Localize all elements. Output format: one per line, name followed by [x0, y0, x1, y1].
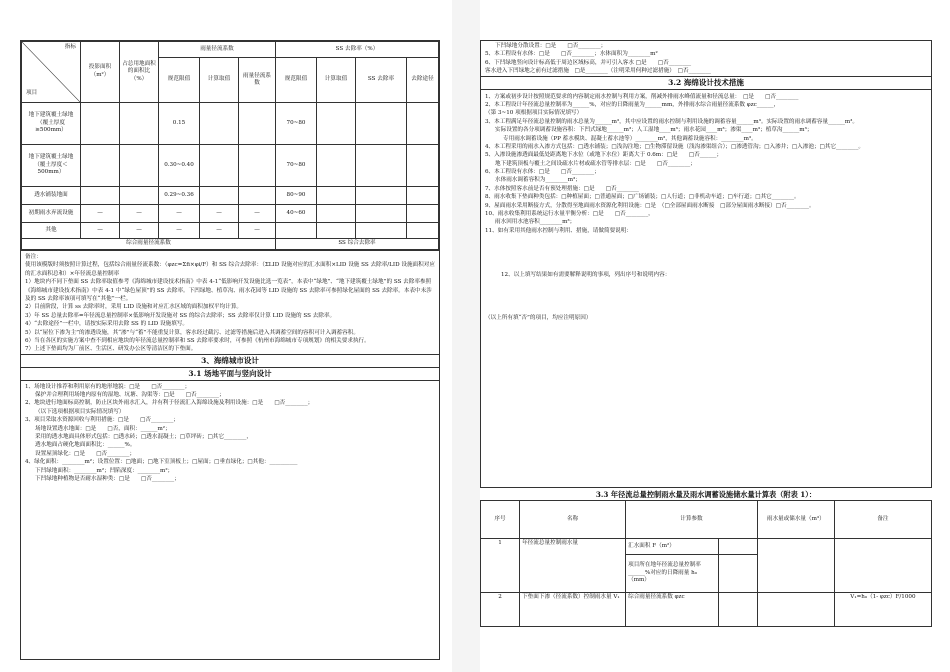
table-row	[481, 593, 932, 627]
sub-ss-rate-header: SS 去除率	[356, 58, 407, 103]
table-row	[22, 103, 439, 145]
table-row	[22, 187, 439, 205]
notes-and-section3-frame	[20, 250, 440, 660]
row-ss-calc[interactable]	[317, 145, 356, 187]
h-note: 备注	[834, 501, 931, 539]
table-row	[22, 145, 439, 187]
row-param: 汇水面积 F（m²）	[626, 539, 719, 555]
note-line: 3）年 SS 总量去除率=年径流总量控制率×低影响开发设施对 SS 的综合去除率；SS 去除率仅计算 LID 设施的 SS 去除率。	[25, 312, 336, 319]
row-ss-rate[interactable]	[356, 145, 407, 187]
form-item[interactable]: 透水地面占硬化地面面积比：______%。	[35, 442, 136, 449]
form-item[interactable]: 4、本工程采用的雨水入渗方式包括：□透水铺装；□浅沟注地；□生物滞留设施（浅沟渗渠组合）；□渗透管沟；□入渗井；□入渗池；□其它________。	[485, 143, 864, 150]
note-line: 6）当在各区的实施方案中查不到相应地块的年径流总量控制率和 SS 去除率要求时，可参照《杭州市海绵城市专项规划》的相关要求执行。	[25, 337, 370, 344]
form-item[interactable]: 水体雨水调蓄容积为________m³；	[495, 177, 581, 184]
form-item[interactable]: 3、项目采取水资源回收与利用措施：□是 □否________；	[25, 417, 179, 424]
footer-ss-label: SS 综合去除率	[276, 239, 439, 250]
row-ss-path[interactable]	[407, 223, 439, 239]
note-line: 1）地块内不同下垫面 SS 去除率取值参考《海绵城市建设技术指南》中表 4-1“低影响开发设施比选一览表”，本表中“绿地”、“地下建筑覆土绿地”的 SS 去除率参照《海绵城市建设技术指南》中表 4-1 中“绿色屋顶”的 SS 去除率。下凹绿地、植草沟、雨水花园等 LID 设施的 SS 去除率可参照绿化屋面的 SS 去除率。本表中未涉及的 SS 去除率该项可填写在“其他”一栏。	[25, 279, 432, 302]
row-param: 项目所在地年径流总量控制率______%对应的日降雨量 h₀（mm）	[626, 555, 719, 593]
sub-calc-header: 计算取值	[200, 58, 239, 103]
row-area[interactable]	[81, 103, 120, 145]
form-item[interactable]: 雨水回用水池容积________m³；	[495, 219, 576, 226]
row-calc[interactable]	[200, 103, 239, 145]
row-param-value[interactable]	[718, 555, 757, 593]
corner-bottom-label: 项目	[26, 90, 38, 97]
form-item[interactable]: 5、本工程设有水体：□是 □否________；水体面积为________m²	[485, 51, 658, 58]
form-item[interactable]: 10、雨水收集利用系统运行水量平衡分析：□是 □否________，	[485, 211, 654, 218]
row-norm: 0.30~0.40	[159, 145, 200, 187]
row-ss-rate[interactable]	[356, 205, 407, 223]
row-calc[interactable]	[200, 187, 239, 205]
form-item[interactable]: 6、下凹绿地竖向设计标高低于周边区域标高，并可引入客水 □是 □否________	[485, 59, 692, 66]
form-item: 11、如有采用其他雨水控制与利用、措施，请做简要说明：	[485, 227, 632, 234]
form-item[interactable]: 设置屋顶绿化：□是 □否________；	[35, 450, 136, 457]
form-item[interactable]: 客水进入下凹绿地之前有过滤措施 □是________（注明采用何种过滤措施） □否________	[485, 68, 711, 75]
row-name: 地下建筑覆土绿地（覆土厚度≥500mm）	[22, 103, 81, 145]
row-ss-calc[interactable]	[317, 187, 356, 205]
row-ss-calc[interactable]	[317, 205, 356, 223]
row-ss-path[interactable]	[407, 205, 439, 223]
note-line: 2）目前阶段，计算 ss 去除率时，采用 LID 设施和对应汇水区域的面积加权平均计算。	[25, 304, 243, 311]
form-item: （第 3~10 项根据项目实际情况填写）	[485, 110, 583, 117]
row-ss-rate[interactable]	[356, 103, 407, 145]
row-ss-norm: 40~60	[276, 205, 317, 223]
footer-runoff-label: 综合雨量径流系数	[22, 239, 276, 250]
row-ss-norm: 70~80	[276, 145, 317, 187]
row-ratio: —	[120, 205, 159, 223]
row-norm: —	[159, 223, 200, 239]
row-ss-calc[interactable]	[317, 223, 356, 239]
left-page	[0, 0, 452, 672]
row-area[interactable]	[81, 145, 120, 187]
calc-table-frame	[480, 500, 932, 660]
row-volume[interactable]	[757, 539, 834, 593]
group-ss-header: SS 去除率（%）	[276, 42, 439, 58]
form-item: （以上所有填“否”的项目，均应注明原因）	[485, 314, 592, 321]
row-norm: 0.15	[159, 103, 200, 145]
form-item[interactable]: 2、地块进行地面标高控制，防止区块外雨水汇入，并有利于径流汇入海绵设施及利用设施：□是 □否________；	[25, 400, 314, 407]
section-3-1-items	[21, 381, 439, 484]
table-row	[22, 205, 439, 223]
row-ratio: —	[120, 223, 159, 239]
h-name: 名称	[520, 501, 626, 539]
table-row	[22, 223, 439, 239]
row-ss-calc[interactable]	[317, 103, 356, 145]
row-area: —	[81, 205, 120, 223]
item-12-answer-area[interactable]	[481, 280, 931, 314]
corner-top-label: 指标	[64, 44, 76, 50]
row-note	[834, 539, 931, 593]
row-ss-norm[interactable]	[276, 223, 317, 239]
sub-ss-calc-header: 计算取值	[317, 58, 356, 103]
notes-block	[21, 251, 439, 354]
row-name: 地下建筑覆土绿地（覆土厚度＜500mm）	[22, 145, 81, 187]
row-calc: —	[200, 205, 239, 223]
page-gutter	[452, 0, 480, 672]
row-param-value[interactable]	[718, 539, 757, 555]
row-ratio[interactable]	[120, 145, 159, 187]
row-ss-norm: 70~80	[276, 103, 317, 145]
form-item[interactable]: 5、入渗设施渗透面最低处距离地下水位（或地下水位）距离大于 0.6m：□是 □否______；	[485, 152, 723, 159]
row-ss-path[interactable]	[407, 103, 439, 145]
form-item[interactable]: 4、绿化面积：________m²；设置位置：□地面；□地下室顶板上；□屋面；□垂直绿化；□其他：__________	[25, 459, 298, 466]
form-item: （以下选项根据项目实际情况填写）	[35, 408, 125, 415]
col-area-header: 投影面积（m²）	[81, 42, 120, 103]
row-ss-rate[interactable]	[356, 187, 407, 205]
row-ss-path[interactable]	[407, 187, 439, 205]
note-line: 备注：	[25, 254, 42, 260]
row-note: V₁=h₀（1- φzc）F/1000	[834, 593, 931, 627]
note-line: 使用该模版时须按照计算过程，包括综合雨量径流系数：（φzc=Σfi×φi/F）和 SS 综合去除率：（ΣLID 设施对应的汇水面积×LID 设施 SS 去除率/LID 设施面积对应的汇水面积总和）×年径流总量控制率	[25, 262, 435, 277]
form-item[interactable]: 9、屋面雨水采用断接方式，分散得至地面雨水资源化利用设施：□是 （□全部屋面雨水断接 □部分屋面雨水断接）□否________。	[485, 202, 815, 209]
row-param-value[interactable]	[718, 593, 757, 627]
col-ratio-header: 占总用地面积的面积比（%）	[120, 42, 159, 103]
row-area: —	[81, 223, 120, 239]
group-runoff-header: 雨量径流系数	[159, 42, 276, 58]
section-3-2-title: 3.2 海绵设计技术措施	[481, 76, 931, 90]
row-ss-rate[interactable]	[356, 223, 407, 239]
row-weighted[interactable]	[239, 145, 276, 187]
row-calc: —	[200, 223, 239, 239]
form-item[interactable]: 1、方案或初步设计按照规范要求的内容制定雨水控制与利用方案，削减外排雨水峰值流量和径流总量： □是 □否________	[485, 93, 799, 100]
table-row	[481, 539, 932, 555]
form-item[interactable]: 实际设置的各分项调蓄设施容积：下凹式绿地______m³；人工湿地____m³；雨水花园____m³；渗渠____m³；植草沟______m³；	[495, 127, 813, 134]
row-ratio[interactable]	[120, 103, 159, 145]
row-ratio[interactable]	[120, 187, 159, 205]
form-item[interactable]: 采用的透水地面具体形式包括：□透水砖；□透水混凝土；□草坪砖；□其它________，	[35, 434, 252, 441]
calc-table	[480, 500, 932, 627]
note-line: 7）上述下垫面均为厂前区、生活区、研发办公区等清洁区的下垫面。	[25, 346, 197, 353]
section-3-3-title: 3.3 年径流总量控制雨水量及雨水调蓄设施储水量计算表（附表 1）：	[595, 490, 817, 499]
row-ss-norm: 80~90	[276, 187, 317, 205]
form-item[interactable]: 下凹绿地面积：________m²；凹陷深度：________m²；	[35, 467, 174, 474]
row-ss-path[interactable]	[407, 145, 439, 187]
right-page	[480, 0, 940, 672]
sub-ss-path-header: 去除途径	[407, 58, 439, 103]
form-item[interactable]: 地下建筑顶板与覆土之间设疏水片材或疏水管等排水层：□是 □否________；	[495, 160, 696, 167]
row-weighted: —	[239, 205, 276, 223]
row-weighted[interactable]	[239, 187, 276, 205]
section-3-title: 3、海绵城市设计	[21, 354, 439, 367]
row-norm: —	[159, 205, 200, 223]
row-weighted[interactable]	[239, 103, 276, 145]
table-footer-row	[22, 239, 439, 250]
row-name: 下垫面下渗（径流系数）控制雨水量 V₁	[520, 593, 626, 627]
section-3-2-items	[481, 90, 931, 322]
form-item: 12、以上填写结果如有需要解释说明的事项，列出序号和说明内容：	[501, 272, 671, 279]
form-item[interactable]: 7、水体按照客水前是否有预处理措施：□是 □否________	[485, 185, 639, 192]
form-item[interactable]: 8、雨水收集下垫面种类包括：□种植屋面；□普通屋面；□广场铺装；□人行道；□非机动车道；□车行道；□其它________。	[485, 194, 800, 201]
sub-norm-header: 规范限值	[159, 58, 200, 103]
row-area[interactable]	[81, 187, 120, 205]
sub-ss-norm-header: 规范限值	[276, 58, 317, 103]
form-item[interactable]: 3、本工程满足年径流总量控制的雨水总量为______m³，其中应设置的雨水控制与利用设施的调蓄容量______m³。实际设置的雨水调蓄容量______m³。	[485, 118, 859, 125]
h-no: 序号	[481, 501, 520, 539]
form-item[interactable]: 下凹绿地分散设置：□是 □否________；	[495, 43, 607, 49]
h-volume: 雨水量或储水量（m³）	[757, 501, 834, 539]
form-item[interactable]: 专用雨水调蓄设施（PP 蓄水模块、混凝土蓄水池等）________m³，其他调蓄设施容积：________m³。	[503, 135, 757, 142]
row-name: 透水铺装地面	[22, 187, 81, 205]
row-name: 年径流总量控制雨水量	[520, 539, 626, 593]
form-item[interactable]: 1、场地设计推荐和利用原有的地形地貌：□是 □否________；	[25, 383, 191, 390]
row-no: 1	[481, 539, 520, 593]
form-item[interactable]: 保护并合理利用场地内原有的湿地、坑塘、沟渠等：□是 □否________；	[35, 392, 225, 399]
row-weighted: —	[239, 223, 276, 239]
form-item[interactable]: 2、本工程设计年径流总量控制率为______%，对应的日降雨量为______mm，外排雨水综合雨量径流系数 φzc______，	[485, 101, 780, 108]
row-no: 2	[481, 593, 520, 627]
right-top-items	[481, 41, 931, 76]
form-item[interactable]: 6、本工程设有水体：□是 □否________；	[485, 169, 600, 176]
form-item[interactable]: 场地设置透水地面：□是 □否，面积：______m²；	[35, 425, 171, 432]
row-param: 综合雨量径流系数 φzc	[626, 593, 719, 627]
row-norm: 0.29~0.36	[159, 187, 200, 205]
row-volume[interactable]	[757, 593, 834, 627]
item-11-answer-area[interactable]	[481, 235, 931, 271]
section-3-2-frame	[480, 40, 932, 488]
note-line: 5）以“屋位下渗为主”的渗透设施，其“渗”与“蓄”不能重复计算，客水经过截污、过滤等措施后进入其调蓄空间的容积可计入调蓄容积。	[25, 329, 359, 336]
runoff-ss-table-frame	[20, 40, 440, 250]
h-param: 计算参数	[626, 501, 758, 539]
row-calc[interactable]	[200, 145, 239, 187]
section-3-1-title: 3.1 场地平面与竖向设计	[21, 367, 439, 381]
row-name: 初期雨水弃流设施	[22, 205, 81, 223]
note-line: 4）“去除途径”一栏中，请按实际采用去除 SS 的 LID 设施填写。	[25, 321, 189, 328]
row-name: 其他	[22, 223, 81, 239]
form-item[interactable]: 下凹绿地种植物是否耐水湿种类：□是 □否________；	[35, 475, 180, 482]
sub-weighted-header: 雨量径流系数	[239, 58, 276, 103]
runoff-ss-table	[21, 41, 439, 250]
corner-header-cell	[22, 42, 81, 103]
